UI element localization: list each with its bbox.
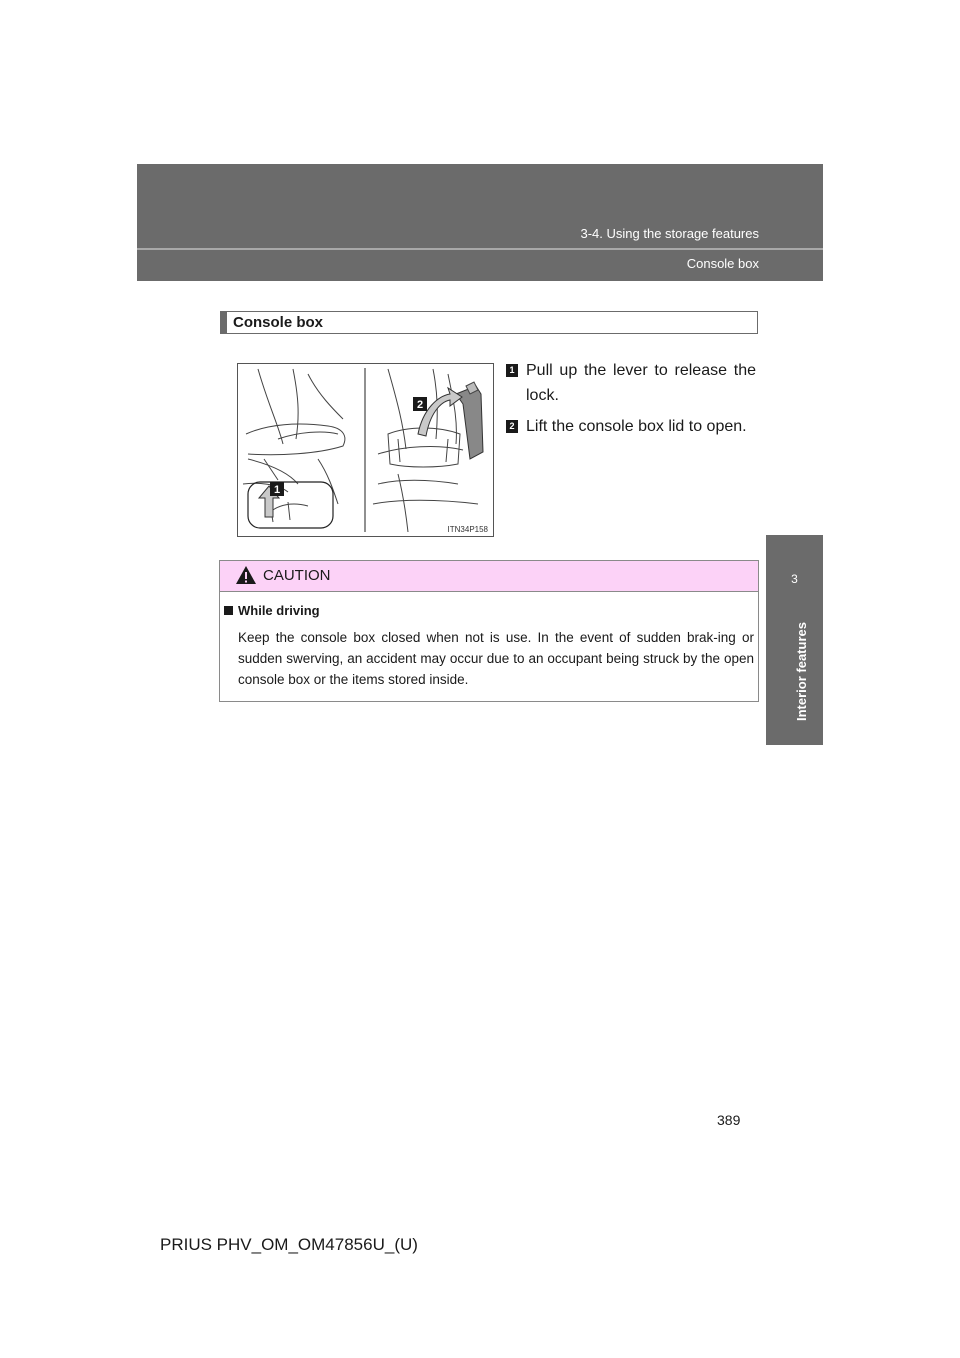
section-heading (220, 311, 758, 334)
step-number: 2 (506, 420, 518, 433)
caution-subheading (224, 603, 320, 618)
page-subject: Console box (686, 256, 759, 271)
caution-box (219, 560, 759, 702)
caution-header (220, 561, 758, 592)
warning-icon (235, 565, 257, 585)
step-text: Lift the console box lid to open. (526, 418, 747, 435)
chapter-number: 3 (791, 572, 798, 586)
page-number: 389 (717, 1112, 741, 1128)
console-box-drawing (238, 364, 493, 536)
step-number: 1 (506, 364, 518, 377)
chapter-label: Interior features (794, 622, 809, 721)
step-item (506, 414, 756, 439)
caution-body: Keep the console box closed when not is use. In the event of sudden brak-ing or sudden swerving, an accident may occur due to an occupant being struck by the open console box or the items stored inside. (238, 630, 754, 687)
console-box-illustration (237, 363, 494, 537)
page-header (137, 164, 823, 281)
heading-bar (221, 312, 227, 333)
caution-label: CAUTION (263, 567, 331, 584)
section-heading-text: Console box (233, 314, 324, 331)
caution-subheading-text: While driving (238, 603, 320, 618)
callout-2: 2 (416, 399, 424, 411)
illustration-code: ITN34P158 (447, 525, 488, 534)
callout-1: 1 (273, 484, 281, 496)
steps-list (506, 358, 756, 445)
chapter-tab (766, 535, 823, 745)
bullet-square-icon (224, 606, 233, 615)
step-text: Pull up the lever to release the lock. (526, 362, 756, 404)
document-code: PRIUS PHV_OM_OM47856U_(U) (160, 1235, 418, 1254)
step-item (506, 358, 756, 408)
section-title: 3-4. Using the storage features (580, 226, 759, 241)
header-divider (137, 248, 823, 250)
